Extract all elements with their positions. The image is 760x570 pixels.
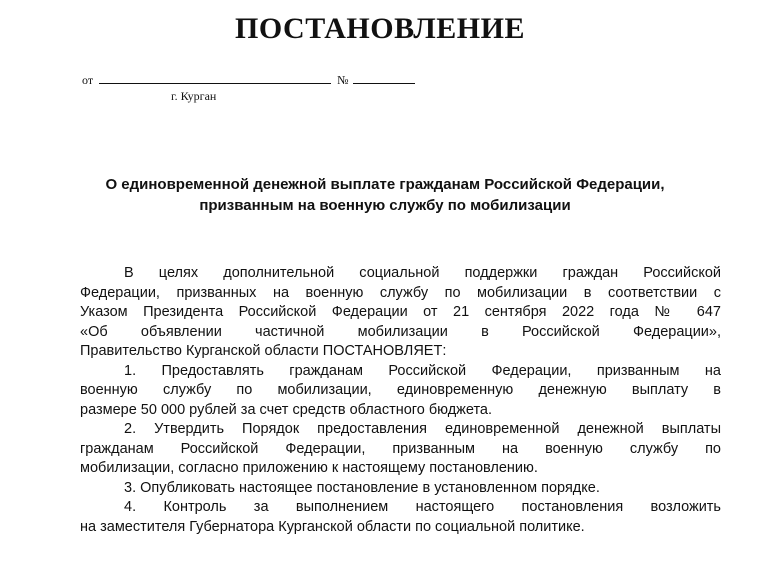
body-line: 4. Контроль за выполнением настоящего постановления возложить [124,499,721,515]
body-line: на заместителя Губернатора Курганской области по социальной политике. [80,518,585,535]
date-number-line [82,72,415,88]
document-title: ПОСТАНОВЛЕНИЕ [235,12,525,45]
number-prefix: № [337,73,349,87]
body-line: «Об объявлении частичной мобилизации в Российской Федерации», [80,323,721,340]
body-line: Правительство Курганской области ПОСТАНОВЛЯЕТ: [80,343,447,359]
date-prefix: от [82,73,94,87]
body-line: 2. Утвердить Порядок предоставления единовременной денежной выплаты [124,421,721,437]
body-line: 3. Опубликовать настоящее постановление в установленном порядке. [124,479,600,496]
document-subject [60,174,710,216]
city-label: г. Курган [171,89,217,103]
body-line: мобилизации, согласно приложению к настоящему постановлению. [80,460,538,476]
subject-line: призванным на военную службу по мобилизации [199,197,571,214]
body-line: 1. Предоставлять гражданам Российской Федерации, призванным на [124,362,721,379]
number-blank [353,72,415,84]
body-line: гражданам Российской Федерации, призванным на военную службу по [80,440,721,457]
body-line: военную службу по мобилизации, единовременную денежную выплату в [80,382,721,398]
body-line: В целях дополнительной социальной поддержки граждан Российской [124,265,721,281]
document-body [80,264,721,537]
body-line: Указом Президента Российской Федерации от 21 сентября 2022 года № 647 [80,304,721,320]
date-blank [99,72,331,84]
subject-line: О единовременной денежной выплате гражданам Российской Федерации, [105,176,665,193]
body-line: размере 50 000 рублей за счет средств областного бюджета. [80,401,493,418]
body-line: Федерации, призванных на военную службу по мобилизации в соответствии с [80,284,721,301]
